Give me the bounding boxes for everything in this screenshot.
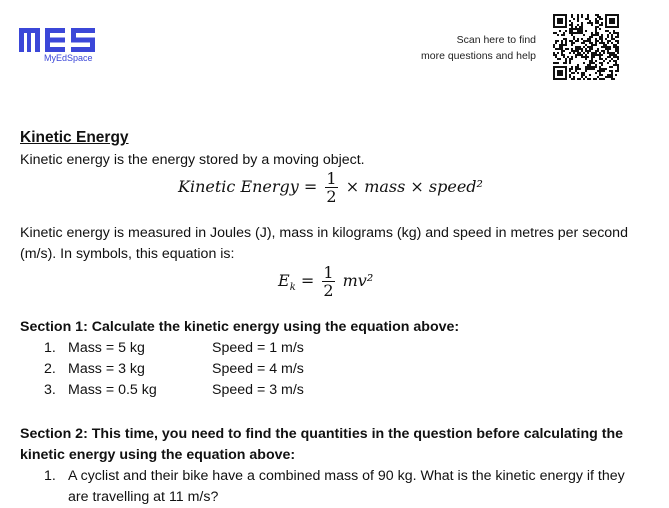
symbol-equation: $E_k$ = $\frac{1}{2}$ mv² (278, 263, 374, 300)
intro-text: Kinetic energy is the energy stored by a moving object. (20, 152, 365, 168)
mes-logo (19, 28, 95, 52)
qr-code-icon[interactable] (553, 14, 619, 80)
page-title: Kinetic Energy (20, 129, 129, 146)
list-item: 3. Mass = 0.5 kg Speed = 3 m/s (44, 382, 304, 398)
scan-line-1: Scan here to find (456, 34, 536, 46)
question-text: A cyclist and their bike have a combined mass of 90 kg. What is the kinetic energy if they are travelling at 11 m/s? (68, 468, 625, 505)
half-fraction: $\frac{1}{2}$ (326, 169, 337, 206)
question-number: 1. (44, 468, 56, 484)
units-text: Kinetic energy is measured in Joules (J), mass in kilograms (kg) and speed in metres per second (m/s). In symbols, this equation is: (20, 225, 628, 262)
list-item: 1. Mass = 5 kg Speed = 1 m/s (44, 340, 304, 356)
half-fraction-2: $\frac{1}{2}$ (323, 263, 334, 300)
section-2-heading: Section 2: This time, you need to find the quantities in the question before calculating the kinetic energy using the equation above: (20, 426, 624, 463)
kinetic-energy-equation: Kinetic Energy = $\frac{1}{2}$ × mass × speed² (178, 169, 483, 206)
scan-line-2: more questions and help (421, 49, 536, 62)
section-1-heading: Section 1: Calculate the kinetic energy using the equation above: (20, 319, 460, 335)
scan-instructions (421, 33, 536, 64)
list-item: 2. Mass = 3 kg Speed = 4 m/s (44, 361, 304, 377)
eq1-lhs: Kinetic Energy (178, 177, 299, 196)
eq1-rhs: × mass × speed² (345, 177, 483, 196)
brand-subtitle: MyEdSpace (44, 53, 93, 63)
